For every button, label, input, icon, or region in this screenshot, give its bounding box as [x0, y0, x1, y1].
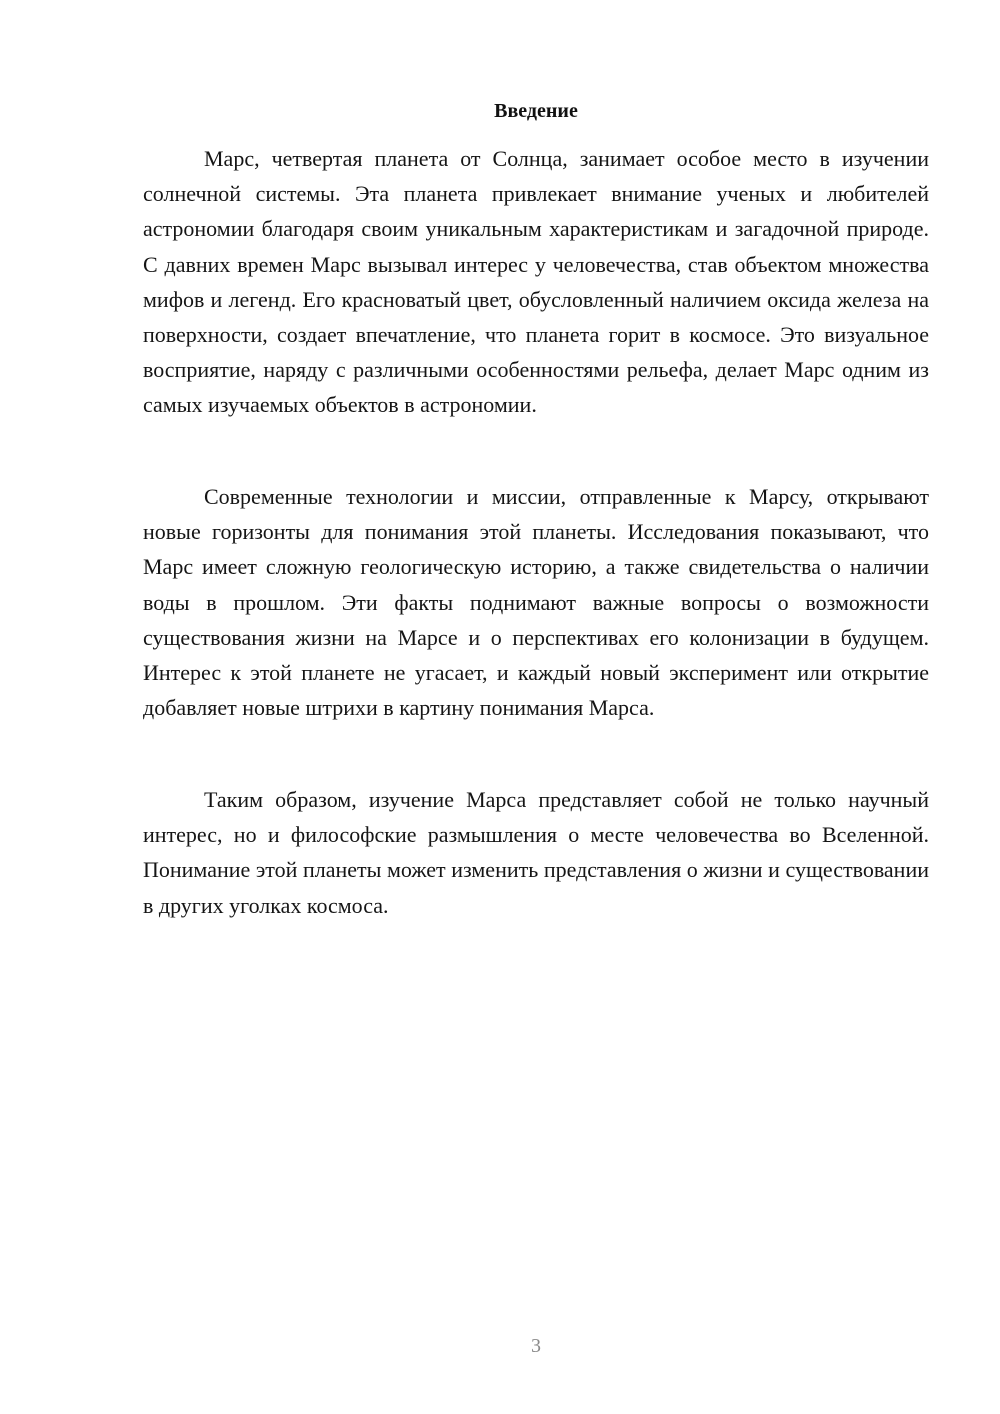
section-title: Введение: [494, 100, 578, 122]
paragraph-technologies: Современные технологии и миссии, отправленные к Марсу, открывают новые горизонты для понимания этой планеты. Исследования показывают, что Марс имеет сложную геологическую историю, а также свидетельства о наличии воды в прошлом. Эти факты поднимают важные вопросы о возможности существования жизни на Марсе и о перспективах его колонизации в будущем. Интерес к этой планете не угасает, и каждый новый эксперимент или открытие добавляет новые штрихи в картину понимания Марса.: [143, 484, 929, 721]
paragraph-intro: Марс, четвертая планета от Солнца, занимает особое место в изучении солнечной системы. Эта планета привлекает внимание ученых и любителей астрономии благодаря своим уникальным характеристикам и загадочной природе. С давних времен Марс вызывал интерес у человечества, став объектом множества мифов и легенд. Его красноватый цвет, обусловленный наличием оксида железа на поверхности, создает впечатление, что планета горит в космосе. Это визуальное восприятие, наряду с различными особенностями рельефа, делает Марс одним из самых изучаемых объектов в астрономии.: [143, 146, 929, 418]
page-number: 3: [531, 1335, 541, 1357]
paragraph-conclusion: Таким образом, изучение Марса представляет собой не только научный интерес, но и философские размышления о месте человечества во Вселенной. Понимание этой планеты может изменить представления о жизни и существовании в других уголках космоса.: [143, 787, 929, 918]
